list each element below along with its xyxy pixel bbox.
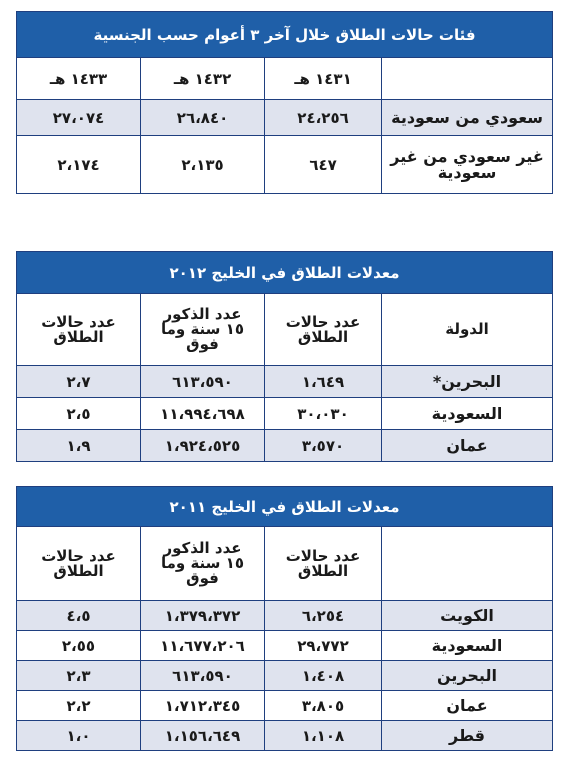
value-cell: ١،٧١٢،٣٤٥ [141, 691, 265, 721]
value-cell: ٢،٧ [17, 366, 141, 398]
value-cell: ١،١٠٨ [265, 721, 382, 751]
value-cell: ٢،٥٥ [17, 631, 141, 661]
value-cell: ٢٧،٠٧٤ [17, 100, 141, 136]
value-cell: ٣،٥٧٠ [265, 430, 382, 462]
table-divorce-by-nationality [16, 11, 553, 194]
table-title: فئات حالات الطلاق خلال آخر ٣ أعوام حسب الجنسية [17, 12, 553, 58]
value-cell: ١١،٦٧٧،٢٠٦ [141, 631, 265, 661]
country-label: السعودية [382, 631, 553, 661]
country-label: السعودية [382, 398, 553, 430]
header-rate: عدد حالات الطلاق [17, 294, 141, 366]
value-cell: ٢،٢ [17, 691, 141, 721]
value-cell: ٢،١٣٥ [141, 136, 265, 194]
year-header: ١٤٣١ هـ [265, 58, 382, 100]
value-cell: ١،٣٧٩،٣٧٢ [141, 601, 265, 631]
value-cell: ١،٦٤٩ [265, 366, 382, 398]
value-cell: ٦١٣،٥٩٠ [141, 366, 265, 398]
value-cell: ٣،٨٠٥ [265, 691, 382, 721]
table-gulf-divorce-2012 [16, 251, 553, 462]
header-cases: عدد حالات الطلاق [265, 294, 382, 366]
value-cell: ١،١٥٦،٦٤٩ [141, 721, 265, 751]
header-country: الدولة [382, 294, 553, 366]
value-cell: ١،٤٠٨ [265, 661, 382, 691]
table-gulf-divorce-2011 [16, 486, 553, 751]
value-cell: ٦٤٧ [265, 136, 382, 194]
country-label: الكويت [382, 601, 553, 631]
country-label: البحرين [382, 661, 553, 691]
value-cell: ١،٩ [17, 430, 141, 462]
table-title: معدلات الطلاق في الخليج ٢٠١٢ [17, 252, 553, 294]
value-cell: ١١،٩٩٤،٦٩٨ [141, 398, 265, 430]
row-label: سعودي من سعودية [382, 100, 553, 136]
country-label: قطر [382, 721, 553, 751]
value-cell: ٦،٢٥٤ [265, 601, 382, 631]
value-cell: ٤،٥ [17, 601, 141, 631]
empty-cell [382, 58, 553, 100]
country-label: عمان [382, 691, 553, 721]
value-cell: ١،٠ [17, 721, 141, 751]
value-cell: ٢،٣ [17, 661, 141, 691]
value-cell: ٢،١٧٤ [17, 136, 141, 194]
country-label: البحرين* [382, 366, 553, 398]
header-males: عدد الذكور ١٥ سنة وما فوق [141, 294, 265, 366]
header-cases: عدد حالات الطلاق [265, 527, 382, 601]
year-header: ١٤٣٢ هـ [141, 58, 265, 100]
value-cell: ٢٦،٨٤٠ [141, 100, 265, 136]
country-label: عمان [382, 430, 553, 462]
year-header: ١٤٣٣ هـ [17, 58, 141, 100]
value-cell: ٣٠،٠٣٠ [265, 398, 382, 430]
value-cell: ١،٩٢٤،٥٢٥ [141, 430, 265, 462]
empty-cell [382, 527, 553, 601]
header-males: عدد الذكور ١٥ سنة وما فوق [141, 527, 265, 601]
row-label: غير سعودي من غير سعودية [382, 136, 553, 194]
value-cell: ٢٤،٢٥٦ [265, 100, 382, 136]
value-cell: ٦١٣،٥٩٠ [141, 661, 265, 691]
value-cell: ٢٩،٧٧٢ [265, 631, 382, 661]
value-cell: ٢،٥ [17, 398, 141, 430]
table-title: معدلات الطلاق في الخليج ٢٠١١ [17, 487, 553, 527]
header-rate: عدد حالات الطلاق [17, 527, 141, 601]
